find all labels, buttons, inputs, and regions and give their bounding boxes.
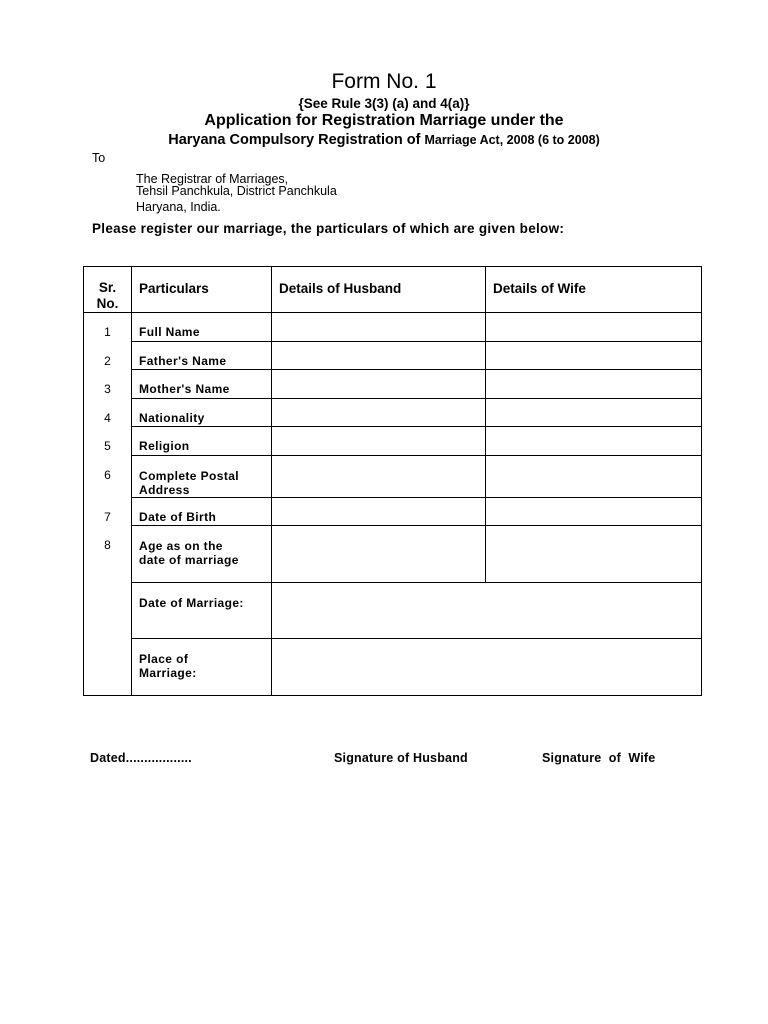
sr-cell: 4 bbox=[84, 399, 132, 427]
to-label: To bbox=[92, 151, 106, 165]
dated-label: Dated.................. bbox=[90, 751, 192, 765]
rule-reference: {See Rule 3(3) (a) and 4(a)} bbox=[298, 96, 470, 111]
address-line-3: Haryana, India. bbox=[136, 200, 221, 214]
wife-address-field[interactable] bbox=[486, 456, 702, 498]
row-label: Date of Birth bbox=[132, 498, 272, 526]
row-label: Father's Name bbox=[132, 342, 272, 370]
wife-father-name-field[interactable] bbox=[486, 342, 702, 370]
date-of-marriage-label: Date of Marriage: bbox=[132, 583, 272, 639]
act-name-bold: Haryana Compulsory Registration of bbox=[168, 132, 425, 148]
wife-mother-name-field[interactable] bbox=[486, 370, 702, 399]
husband-nationality-field[interactable] bbox=[272, 399, 486, 427]
application-title: Application for Registration Marriage under the bbox=[204, 112, 564, 129]
row-label: Age as on the date of marriage bbox=[132, 526, 272, 583]
table-row bbox=[84, 342, 702, 370]
particulars-table bbox=[83, 266, 702, 696]
act-name-rest: Marriage Act, 2008 (6 to 2008) bbox=[424, 133, 600, 147]
place-of-marriage-label: Place of Marriage: bbox=[132, 639, 272, 696]
header-particulars: Particulars bbox=[132, 267, 272, 313]
act-name bbox=[0, 131, 768, 148]
sr-cell: 6 bbox=[84, 456, 132, 498]
signature-husband-label: Signature of Husband bbox=[334, 751, 468, 765]
table-row bbox=[84, 456, 702, 498]
form-title: Form No. 1 bbox=[331, 70, 437, 93]
table-row bbox=[84, 639, 702, 696]
table-row bbox=[84, 583, 702, 639]
husband-mother-name-field[interactable] bbox=[272, 370, 486, 399]
sr-cell: 1 bbox=[84, 313, 132, 342]
request-text: Please register our marriage, the particulars of which are given below: bbox=[92, 221, 565, 236]
row-label: Religion bbox=[132, 427, 272, 456]
table-row bbox=[84, 526, 702, 583]
husband-address-field[interactable] bbox=[272, 456, 486, 498]
sr-cell: 7 bbox=[84, 498, 132, 526]
wife-religion-field[interactable] bbox=[486, 427, 702, 456]
table-row bbox=[84, 370, 702, 399]
wife-nationality-field[interactable] bbox=[486, 399, 702, 427]
row-label: Full Name bbox=[132, 313, 272, 342]
row-label: Nationality bbox=[132, 399, 272, 427]
husband-dob-field[interactable] bbox=[272, 498, 486, 526]
row-label: Mother's Name bbox=[132, 370, 272, 399]
table-header-row bbox=[84, 267, 702, 313]
sr-cell: 3 bbox=[84, 370, 132, 399]
sr-cell: 8 bbox=[84, 526, 132, 696]
husband-full-name-field[interactable] bbox=[272, 313, 486, 342]
date-of-marriage-field[interactable] bbox=[272, 583, 702, 639]
address-line-1: The Registrar of Marriages, bbox=[136, 172, 289, 186]
header-husband: Details of Husband bbox=[272, 267, 486, 313]
husband-age-field[interactable] bbox=[272, 526, 486, 583]
row-label: Complete Postal Address bbox=[132, 456, 272, 498]
table-row bbox=[84, 427, 702, 456]
table-row bbox=[84, 498, 702, 526]
header-wife: Details of Wife bbox=[486, 267, 702, 313]
wife-full-name-field[interactable] bbox=[486, 313, 702, 342]
wife-age-field[interactable] bbox=[486, 526, 702, 583]
address-line-2: Tehsil Panchkula, District Panchkula bbox=[136, 184, 337, 198]
sr-cell: 5 bbox=[84, 427, 132, 456]
wife-dob-field[interactable] bbox=[486, 498, 702, 526]
header-sr-no: Sr. No. bbox=[84, 267, 132, 313]
husband-father-name-field[interactable] bbox=[272, 342, 486, 370]
signature-wife-label: Signature of Wife bbox=[542, 751, 656, 765]
table-row bbox=[84, 313, 702, 342]
husband-religion-field[interactable] bbox=[272, 427, 486, 456]
sr-cell: 2 bbox=[84, 342, 132, 370]
place-of-marriage-field[interactable] bbox=[272, 639, 702, 696]
table-row bbox=[84, 399, 702, 427]
